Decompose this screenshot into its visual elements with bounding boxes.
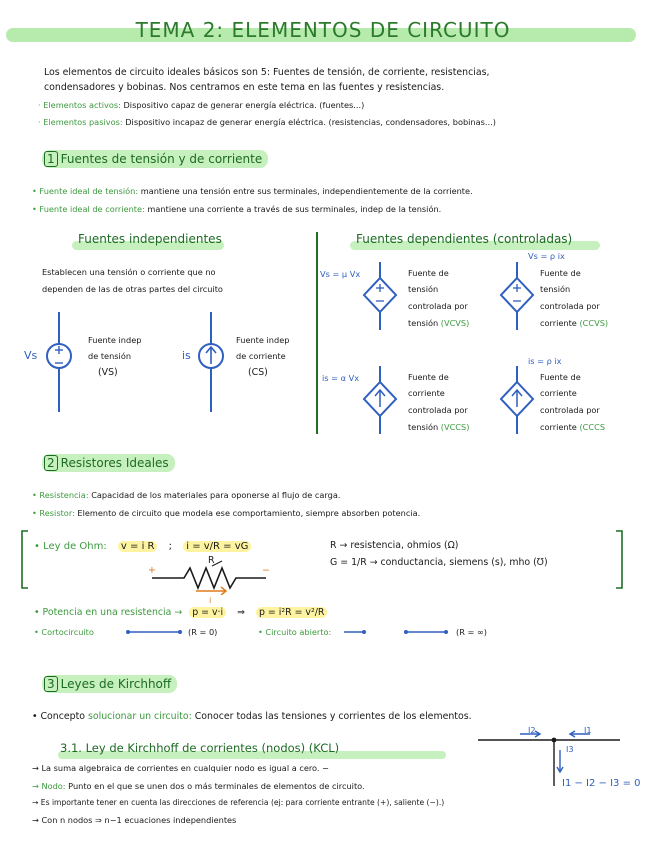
- resistor-i-label: i: [209, 595, 212, 605]
- kcl-i3-label: I3: [566, 744, 574, 754]
- concepto-line: [32, 711, 472, 723]
- cccs-diamond-icon: [501, 366, 533, 434]
- fuente-tension-text: mantiene una tensión entre sus terminales, independientemente de la corriente.: [140, 186, 473, 196]
- section-1-heading: [42, 150, 268, 168]
- abierto-value: (R = ∞): [456, 627, 487, 637]
- vccs-label-2: corriente: [408, 388, 445, 398]
- corto-label: • Cortocircuito: [34, 627, 94, 637]
- vcvs-label-4a: tensión: [408, 318, 439, 328]
- section-2-heading: [42, 454, 175, 472]
- ohm-label: • Ley de Ohm:: [34, 541, 107, 552]
- resistencia-label: • Resistencia:: [32, 490, 89, 500]
- vcvs-label-4: [408, 317, 469, 329]
- corto-value: (R = 0): [188, 627, 218, 637]
- concepto-b: solucionar un circuito:: [88, 711, 192, 722]
- ohm-equation-1: v = i R: [118, 541, 158, 552]
- potencia-line: [34, 607, 327, 619]
- vcvs-diamond-icon: [364, 262, 396, 330]
- indep-header: Fuentes independientes: [78, 232, 222, 246]
- nodo-label: → Nodo:: [32, 781, 66, 791]
- vcvs-label-4b: (VCVS): [440, 318, 470, 328]
- cccs-label-1: Fuente de: [540, 372, 581, 382]
- concepto-c: Conocer todas las tensiones y corrientes de los elementos.: [194, 711, 472, 722]
- vcvs-label-2: tensión: [408, 284, 439, 294]
- cccs-label-4: [540, 421, 605, 433]
- cccs-label-3: controlada por: [540, 405, 600, 415]
- potencia-arrow: ⇒: [237, 607, 245, 618]
- r-definition: R → resistencia, ohmios (Ω): [330, 540, 459, 551]
- vccs-diamond-icon: [364, 366, 396, 434]
- ohm-line: [34, 541, 251, 553]
- g-definition: G = 1/R → conductancia, siemens (s), mho (℧): [330, 557, 548, 568]
- ccvs-label-2: tensión: [540, 284, 571, 294]
- section-1-number: 1: [44, 151, 58, 167]
- activos-label: · Elementos activos:: [38, 100, 121, 110]
- kcl-bullet-1: → La suma algebraica de corrientes en cualquier nodo es igual a cero. −: [32, 763, 329, 773]
- ccvs-diamond-icon: [501, 262, 533, 330]
- ccvs-label-4b: (CCVS): [579, 318, 609, 328]
- ccvs-label-1: Fuente de: [540, 268, 581, 278]
- indep-desc-1: Establecen una tensión o corriente que no: [42, 267, 216, 277]
- ccvs-equation: Vs = ρ ix: [528, 251, 565, 261]
- vccs-label-4a: tensión: [408, 422, 439, 432]
- vccs-equation: is = α Vx: [322, 373, 360, 383]
- resistor-line: [32, 507, 420, 519]
- section-3-number: 3: [44, 676, 58, 692]
- resistencia-text: Capacidad de los materiales para oponerse al flujo de carga.: [91, 490, 341, 500]
- vs-label-3: (VS): [98, 367, 118, 378]
- activos-text: Dispositivo capaz de generar energía eléctrica. (fuentes...): [123, 100, 365, 110]
- ccvs-label-4: [540, 317, 608, 329]
- resistor-R-label: R: [208, 555, 215, 566]
- vs-label-1: Fuente indep: [88, 335, 142, 345]
- fuente-corriente-line: [32, 203, 441, 215]
- ohm-equation-2: i = v/R = vG: [183, 541, 251, 552]
- ccvs-label-4a: corriente: [540, 318, 577, 328]
- intro-activos: [38, 99, 364, 111]
- vs-symbol: Vs: [24, 349, 38, 362]
- indep-desc-2: dependen de las de otras partes del circuito: [42, 284, 223, 294]
- fuente-tension-label: • Fuente ideal de tensión:: [32, 186, 139, 196]
- cs-label-2: de corriente: [236, 351, 286, 361]
- potencia-equation-2: p = i²R = v²/R: [256, 607, 327, 618]
- kcl-i2-label: I2: [528, 725, 536, 735]
- kcl-i1-label: I1: [584, 725, 592, 735]
- open-circuit-icon: [340, 626, 450, 638]
- intro-line-1: Los elementos de circuito ideales básicos son 5: Fuentes de tensión, de corriente, resistencias,: [44, 67, 490, 78]
- ohm-bracket: [0, 525, 646, 595]
- kcl-bullet-2: [32, 780, 365, 792]
- potencia-equation-1: p = v·i: [189, 607, 226, 618]
- voltage-source-icon: [47, 312, 71, 412]
- resistor-icon: [152, 568, 266, 588]
- cccs-label-2: corriente: [540, 388, 577, 398]
- resistencia-line: [32, 489, 340, 501]
- fuente-corriente-label: • Fuente ideal de corriente:: [32, 204, 145, 214]
- vcvs-equation: Vs = μ Vx: [320, 269, 361, 279]
- section-2-number: 2: [44, 455, 58, 471]
- pasivos-label: · Elementos pasivos:: [38, 117, 123, 127]
- vccs-label-4: [408, 421, 469, 433]
- nodo-text: Punto en el que se unen dos o más terminales de elementos de circuito.: [68, 781, 365, 791]
- short-circuit-icon: [124, 626, 184, 638]
- resistor-label: • Resistor:: [32, 508, 75, 518]
- resistor-text: Elemento de circuito que modela ese comportamiento, siempre absorben potencia.: [77, 508, 421, 518]
- kcl-title: 3.1. Ley de Kirchhoff de corrientes (nodos) (KCL): [60, 741, 340, 755]
- section-3-title: Leyes de Kirchhoff: [60, 677, 172, 691]
- vcvs-label-1: Fuente de: [408, 268, 449, 278]
- fuente-corriente-text: mantiene una corriente a través de sus terminales, indep de la tensión.: [147, 204, 442, 214]
- pasivos-text: Dispositivo incapaz de generar energía eléctrica. (resistencias, condensadores, bobinas...): [125, 117, 496, 127]
- intro-pasivos: [38, 116, 496, 128]
- cccs-equation: is = ρ ix: [528, 356, 562, 366]
- ccvs-label-3: controlada por: [540, 301, 600, 311]
- cccs-label-4b: (CCCS: [579, 422, 606, 432]
- fuente-tension-line: [32, 185, 473, 197]
- kcl-equation: I1 − I2 − I3 = 0: [562, 778, 641, 789]
- i3-arrow-icon: [557, 750, 563, 772]
- section-1-title: Fuentes de tensión y de corriente: [60, 152, 263, 166]
- dep-header: Fuentes dependientes (controladas): [356, 232, 573, 246]
- vccs-label-1: Fuente de: [408, 372, 449, 382]
- kcl-bullet-4: → Con n nodos ⇒ n−1 ecuaciones independientes: [32, 815, 237, 825]
- potencia-label: • Potencia en una resistencia →: [34, 607, 183, 618]
- vcvs-label-3: controlada por: [408, 301, 468, 311]
- resistor-minus: −: [262, 565, 270, 576]
- vs-label-2: de tensión: [88, 351, 132, 361]
- concepto-a: • Concepto: [32, 711, 86, 722]
- kcl-bullet-3: → Es importante tener en cuenta las direcciones de referencia (ej: para corriente entrante (+), saliente (−).): [32, 798, 445, 807]
- vccs-label-4b: (VCCS): [440, 422, 470, 432]
- section-2-title: Resistores Ideales: [60, 456, 169, 470]
- section-3-heading: [42, 675, 177, 693]
- ohm-separator: ;: [168, 541, 173, 552]
- cs-label-3: (CS): [248, 367, 268, 378]
- cccs-label-4a: corriente: [540, 422, 577, 432]
- page-title: TEMA 2: ELEMENTOS DE CIRCUITO: [135, 18, 511, 42]
- abierto-label: • Circuito abierto:: [258, 627, 332, 637]
- cs-label-1: Fuente indep: [236, 335, 290, 345]
- current-source-icon: [199, 312, 223, 412]
- vccs-label-3: controlada por: [408, 405, 468, 415]
- is-symbol: is: [182, 349, 191, 362]
- resistor-plus: +: [148, 565, 156, 576]
- intro-line-2: condensadores y bobinas. Nos centramos en este tema en las fuentes y resistencias.: [44, 82, 445, 93]
